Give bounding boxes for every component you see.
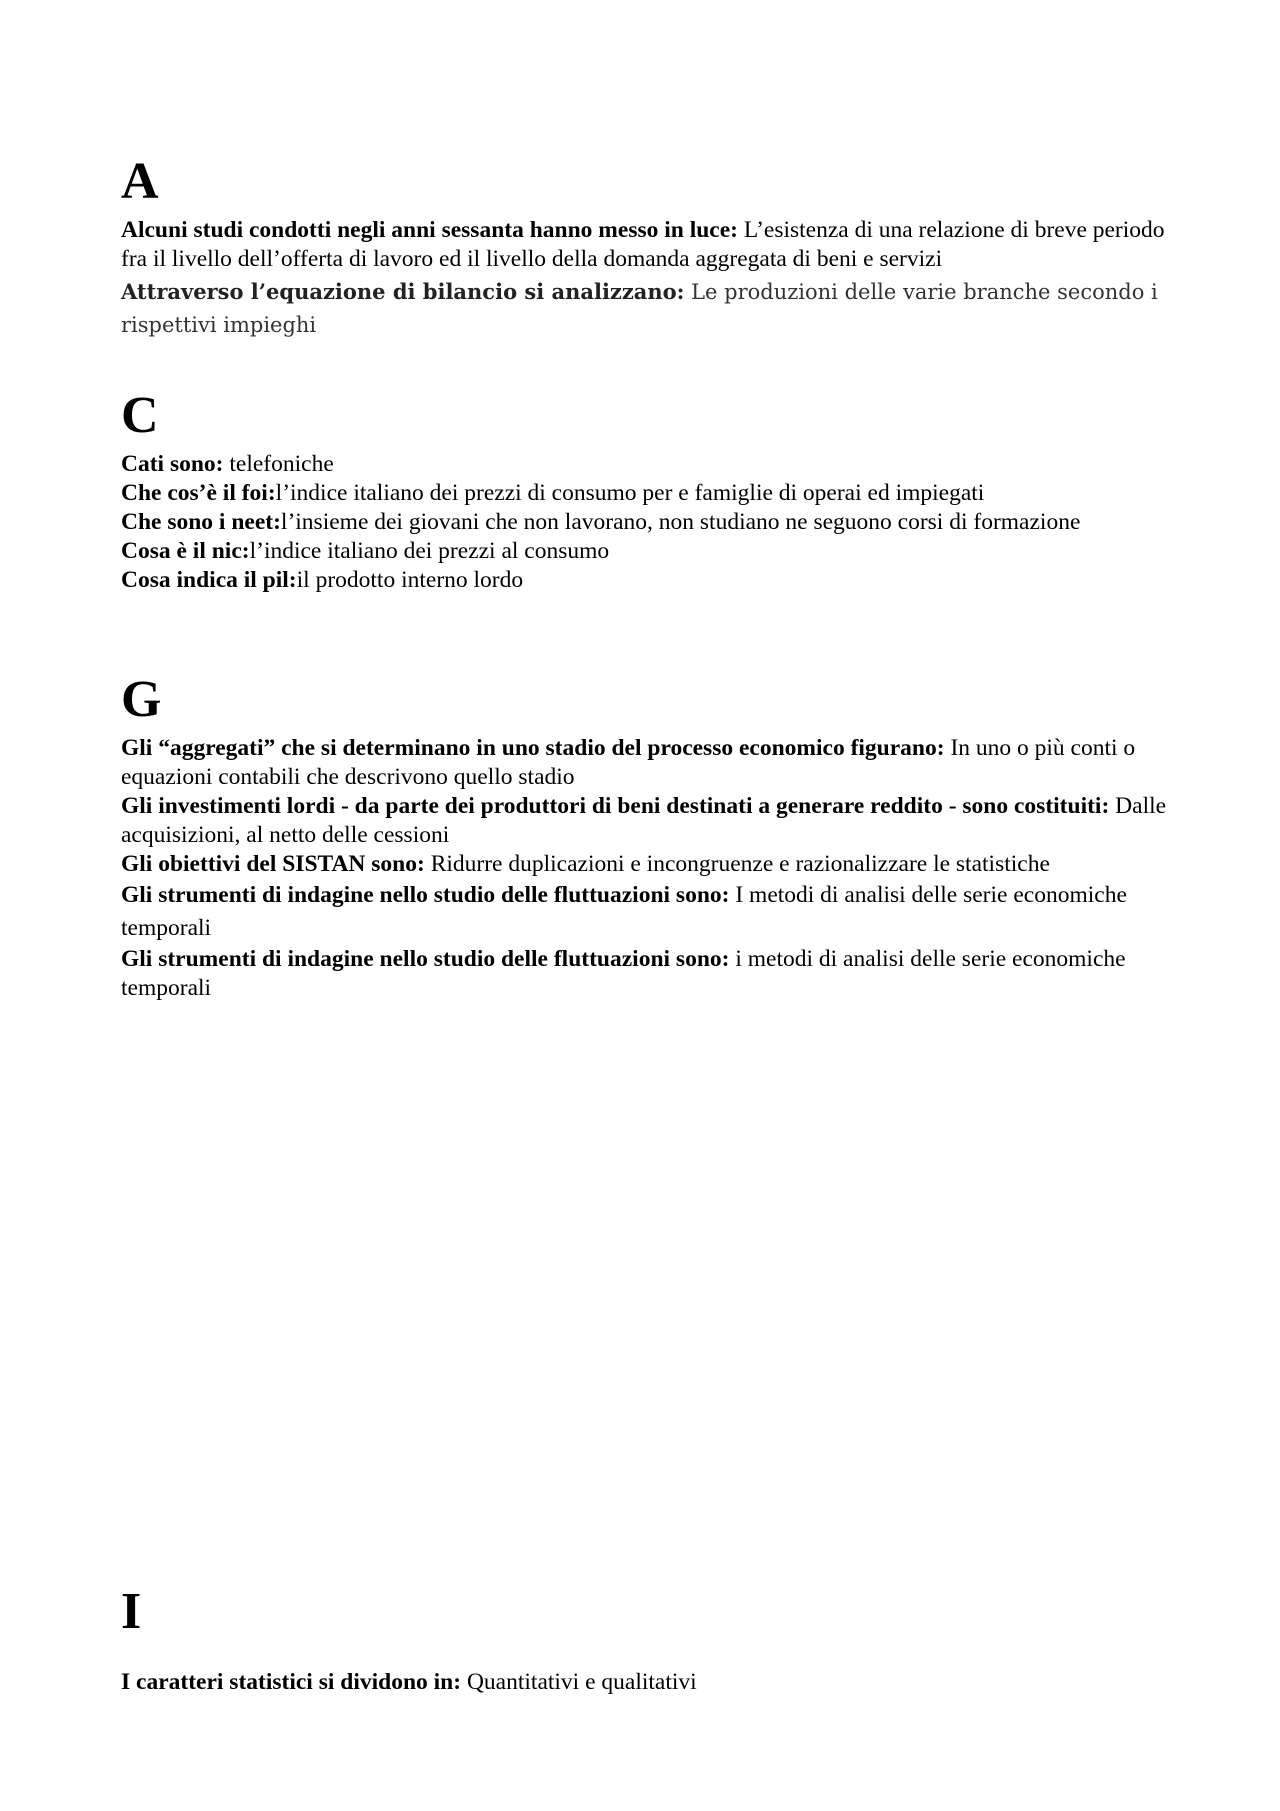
glossary-entry: [121, 945, 1181, 1003]
section-a: [121, 153, 1181, 345]
section-letter: C: [121, 387, 159, 444]
section-letter: G: [121, 671, 162, 728]
glossary-entry: [121, 216, 1181, 274]
entry-question: Gli strumenti di indagine nello studio delle fluttuazioni sono:: [121, 946, 730, 972]
entry-answer: In uno o più conti o equazioni contabili che descrivono quello stadio: [121, 735, 1136, 790]
entry-question: Cati sono:: [121, 451, 224, 477]
section-c: [121, 387, 1181, 595]
glossary-entry: [121, 275, 1181, 342]
glossary-entry: [121, 566, 1181, 595]
glossary-entry: [121, 1668, 1181, 1697]
entry-question: Cosa è il nic:: [121, 538, 250, 564]
section-i: [121, 1583, 1181, 1697]
glossary-entry: [121, 537, 1181, 566]
entry-question: Attraverso l’equazione di bilancio si analizzano:: [121, 279, 685, 304]
section-g: [121, 671, 1181, 1003]
entry-question: Che cos’è il foi:: [121, 480, 276, 506]
glossary-entry: [121, 479, 1181, 508]
entry-answer: l’indice italiano dei prezzi di consumo per e famiglie di operai ed impiegati: [275, 480, 985, 506]
entry-answer: I metodi di analisi delle serie economiche temporali: [121, 882, 1127, 941]
entry-question: Cosa indica il pil:: [121, 567, 297, 593]
glossary-entry: [121, 850, 1181, 879]
glossary-entry: [121, 879, 1181, 945]
entry-answer: L’esistenza di una relazione di breve periodo fra il livello dell’offerta di lavoro ed il livello della domanda aggregata di beni e servizi: [121, 217, 1165, 272]
entry-question: Che sono i neet:: [121, 509, 281, 535]
entry-question: Gli strumenti di indagine nello studio delle fluttuazioni sono:: [121, 882, 730, 908]
section-letter: I: [121, 1583, 142, 1640]
entry-answer: l’indice italiano dei prezzi al consumo: [249, 538, 610, 564]
entry-answer: l’insieme dei giovani che non lavorano, non studiano ne seguono corsi di formazione: [280, 509, 1081, 535]
entry-answer: Dalle acquisizioni, al netto delle cessioni: [121, 793, 1167, 848]
entry-answer: Quantitativi e qualitativi: [461, 1669, 697, 1695]
entry-answer: Ridurre duplicazioni e incongruenze e razionalizzare le statistiche: [424, 851, 1050, 877]
glossary-entry: [121, 734, 1181, 792]
entry-question: Gli investimenti lordi - da parte dei produttori di beni destinati a generare reddito - sono costituiti:: [121, 793, 1110, 819]
entry-question: Gli “aggregati” che si determinano in uno stadio del processo economico figurano:: [121, 735, 945, 761]
entry-answer: telefoniche: [223, 451, 334, 477]
entry-answer: il prodotto interno lordo: [296, 567, 524, 593]
glossary-entry: [121, 450, 1181, 479]
entry-question: Alcuni studi condotti negli anni sessanta hanno messo in luce:: [121, 217, 738, 243]
glossary-entry: [121, 792, 1181, 850]
glossary-entry: [121, 508, 1181, 537]
entry-answer: Le produzioni delle varie branche secondo i rispettivi impieghi: [121, 280, 1158, 337]
entry-answer: i metodi di analisi delle serie economiche temporali: [121, 946, 1126, 1001]
entry-question: I caratteri statistici si dividono in:: [121, 1669, 462, 1695]
section-letter: A: [121, 153, 159, 210]
entry-question: Gli obiettivi del SISTAN sono:: [121, 851, 425, 877]
